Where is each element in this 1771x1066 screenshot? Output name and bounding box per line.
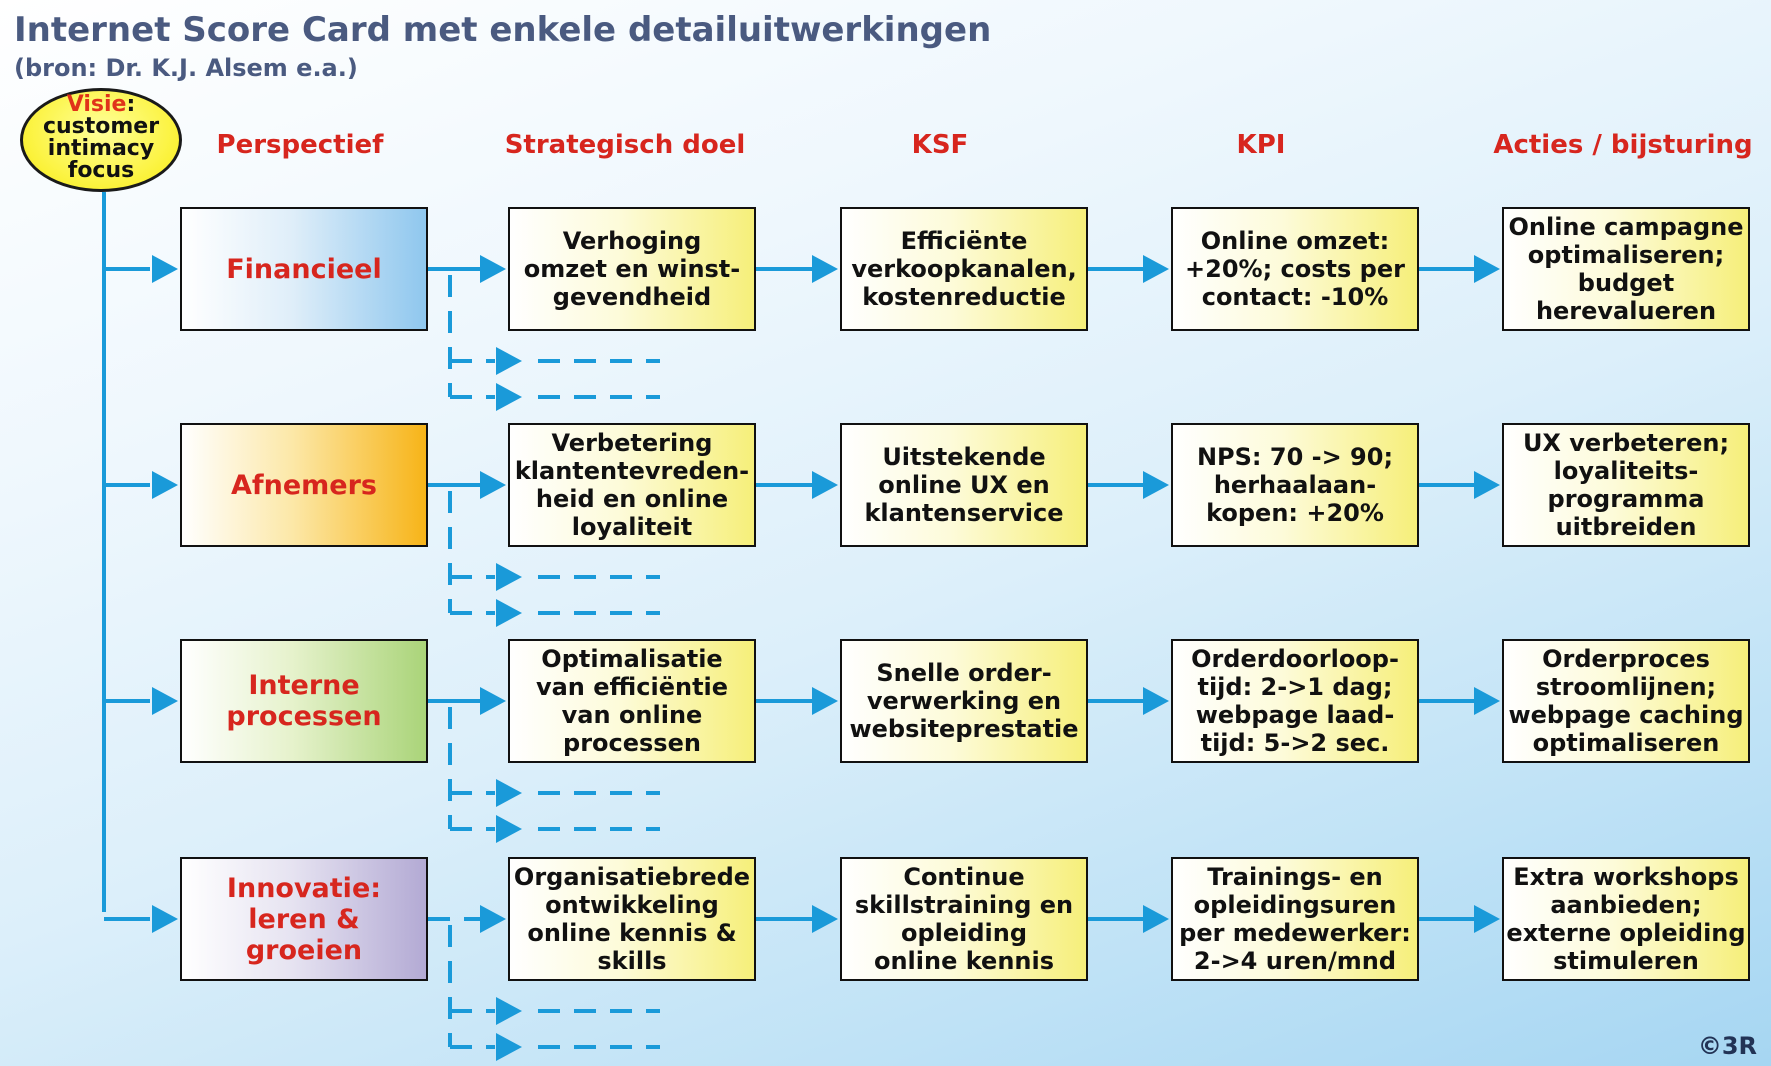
flow-arrowhead-1-2 [1143,471,1169,499]
vision-colon: : [126,92,136,117]
vision-text: customer intimacy focus [42,114,160,183]
spine-arrowhead-2 [152,687,178,715]
sub-arrowhead-0-1 [496,383,522,411]
page-title: Internet Score Card met enkele detailuitwerkingen [14,10,992,50]
header-acties: Acties / bijsturing [1493,130,1753,160]
box-acties-afnemers: UX verbeteren; loyaliteits- programma uitbreiden [1502,423,1750,547]
box-perspectief-innovatie: Innovatie: leren & groeien [180,857,428,981]
flow-arrowhead-3-2 [1143,905,1169,933]
box-perspectief-interne-processen: Interne processen [180,639,428,763]
box-doel-afnemers: Verbetering klantentevreden- heid en online loyaliteit [508,423,756,547]
header-perspectief: Perspectief [216,130,384,160]
flow-arrowhead-0-3 [1474,255,1500,283]
spine-arrowhead-3 [152,905,178,933]
box-ksf-interne-processen: Snelle order- verwerking en websiteprestatie [840,639,1088,763]
flow-arrowhead-2-1 [812,687,838,715]
header-strategisch-doel: Strategisch doel [504,130,746,160]
box-acties-innovatie: Extra workshops aanbieden; externe opleiding stimuleren [1502,857,1750,981]
flow-arrowhead-2-0 [480,687,506,715]
box-kpi-afnemers: NPS: 70 -> 90; herhaalaan- kopen: +20% [1171,423,1419,547]
flow-arrowhead-0-2 [1143,255,1169,283]
box-doel-interne-processen: Optimalisatie van efficiëntie van online processen [508,639,756,763]
header-kpi: KPI [1236,130,1286,160]
box-ksf-financieel: Efficiënte verkoopkanalen, kostenreductie [840,207,1088,331]
flow-arrowhead-0-1 [812,255,838,283]
flow-arrowhead-3-3 [1474,905,1500,933]
flow-arrowhead-0-0 [480,255,506,283]
box-kpi-interne-processen: Orderdoorloop- tijd: 2->1 dag; webpage laad- tijd: 5->2 sec. [1171,639,1419,763]
flow-arrowhead-2-2 [1143,687,1169,715]
box-kpi-innovatie: Trainings- en opleidingsuren per medewerker: 2->4 uren/mnd [1171,857,1419,981]
flow-arrowhead-3-0 [480,905,506,933]
box-doel-innovatie: Organisatiebrede ontwikkeling online kennis & skills [508,857,756,981]
header-ksf: KSF [911,130,969,160]
sub-arrowhead-2-0 [496,779,522,807]
box-doel-financieel: Verhoging omzet en winst- gevendheid [508,207,756,331]
sub-arrowhead-3-0 [496,997,522,1025]
sub-arrowhead-1-1 [496,599,522,627]
flow-arrowhead-1-1 [812,471,838,499]
spine-arrowhead-1 [152,471,178,499]
sub-arrowhead-0-0 [496,347,522,375]
sub-arrowhead-1-0 [496,563,522,591]
box-acties-financieel: Online campagne optimaliseren; budget herevalueren [1502,207,1750,331]
flow-arrowhead-2-3 [1474,687,1500,715]
sub-arrowhead-3-1 [496,1033,522,1061]
box-perspectief-financieel: Financieel [180,207,428,331]
spine-arrowhead-0 [152,255,178,283]
sub-arrowhead-2-1 [496,815,522,843]
vision-label: Visie [66,92,127,117]
flow-arrowhead-1-3 [1474,471,1500,499]
box-ksf-innovatie: Continue skillstraining en opleiding online kennis [840,857,1088,981]
box-kpi-financieel: Online omzet: +20%; costs per contact: -10% [1171,207,1419,331]
flow-arrowhead-1-0 [480,471,506,499]
box-perspectief-afnemers: Afnemers [180,423,428,547]
box-acties-interne-processen: Orderproces stroomlijnen; webpage caching optimaliseren [1502,639,1750,763]
flow-arrowhead-3-1 [812,905,838,933]
box-ksf-afnemers: Uitstekende online UX en klantenservice [840,423,1088,547]
copyright-logo: ©3R [1697,1032,1757,1060]
page-subtitle: (bron: Dr. K.J. Alsem e.a.) [14,54,358,82]
